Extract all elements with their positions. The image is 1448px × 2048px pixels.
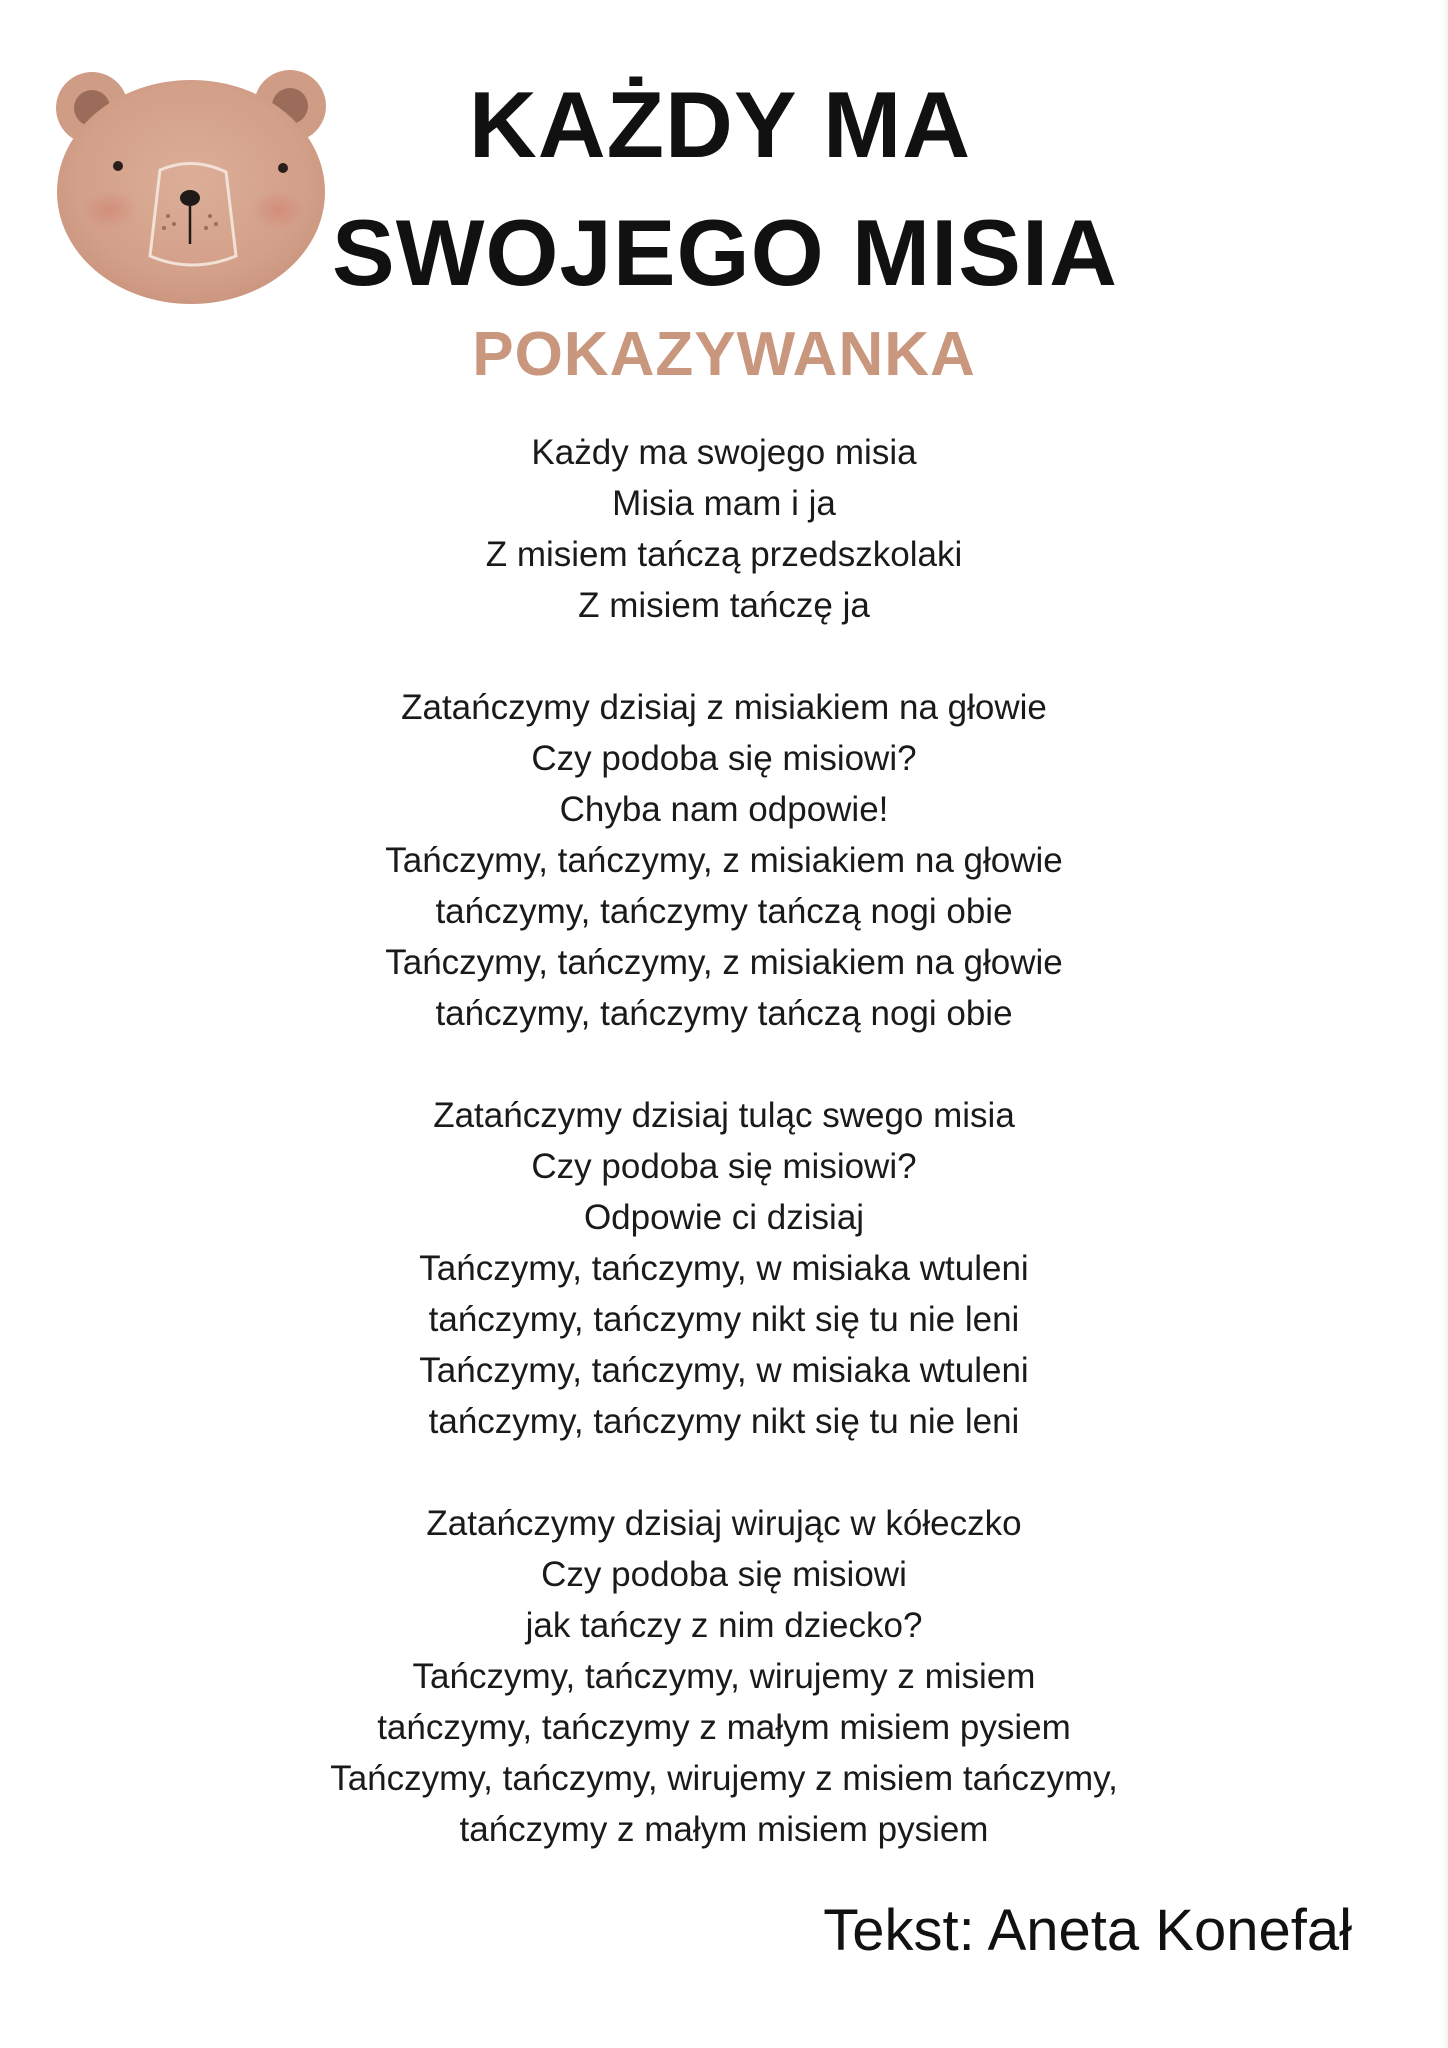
poem-line: jak tańczy z nim dziecko? bbox=[525, 1606, 923, 1645]
stanza-gap bbox=[0, 1447, 1448, 1498]
subtitle: POKAZYWANKA bbox=[472, 320, 976, 389]
stanza-2 bbox=[0, 682, 1448, 1039]
poem-line: Zatańczymy dzisiaj wirując w kółeczko bbox=[426, 1504, 1022, 1543]
poem-line: Czy podoba się misiowi? bbox=[531, 1147, 917, 1186]
poem-text bbox=[0, 427, 1448, 1855]
title-line-2: SWOJEGO MISIA bbox=[332, 200, 1118, 305]
poem-line: Misia mam i ja bbox=[612, 484, 836, 523]
poem-line: Odpowie ci dzisiaj bbox=[583, 1198, 865, 1237]
poem-line: Każdy ma swojego misia bbox=[531, 433, 917, 472]
author-credit: Tekst: Aneta Konefał bbox=[823, 1898, 1352, 1963]
stanza-gap bbox=[0, 1039, 1448, 1090]
poem-line: tańczymy, tańczymy tańczą nogi obie bbox=[435, 994, 1013, 1033]
poem-line: Tańczymy, tańczymy, z misiakiem na głowie bbox=[385, 943, 1063, 982]
poem-line: tańczymy, tańczymy nikt się tu nie leni bbox=[428, 1300, 1020, 1339]
poem-line: Z misiem tańczę ja bbox=[578, 586, 870, 625]
bear-nose bbox=[180, 190, 200, 206]
poem-line: Zatańczymy dzisiaj z misiakiem na głowie bbox=[401, 688, 1047, 727]
poem-line: Zatańczymy dzisiaj tuląc swego misia bbox=[433, 1096, 1015, 1135]
poem-line: tańczymy, tańczymy tańczą nogi obie bbox=[435, 892, 1013, 931]
poem-line: Tańczymy, tańczymy, wirujemy z misiem tańczymy, bbox=[330, 1759, 1118, 1798]
stanza-gap bbox=[0, 631, 1448, 682]
poem-line: Tańczymy, tańczymy, w misiaka wtuleni bbox=[419, 1351, 1029, 1390]
poem-line: Z misiem tańczą przedszkolaki bbox=[485, 535, 963, 574]
poem-line: Tańczymy, tańczymy, z misiakiem na głowie bbox=[385, 841, 1063, 880]
poem-line: Chyba nam odpowie! bbox=[559, 790, 889, 829]
title-line-1: KAŻDY MA bbox=[468, 72, 972, 177]
poem-line: Czy podoba się misiowi bbox=[541, 1555, 907, 1594]
stanza-4 bbox=[0, 1498, 1448, 1855]
poem-line: tańczymy, tańczymy z małym misiem pysiem bbox=[377, 1708, 1071, 1747]
poem-line: tańczymy z małym misiem pysiem bbox=[459, 1810, 989, 1849]
poem-line: tańczymy, tańczymy nikt się tu nie leni bbox=[428, 1402, 1020, 1441]
poem-line: Tańczymy, tańczymy, w misiaka wtuleni bbox=[419, 1249, 1029, 1288]
stanza-1 bbox=[0, 427, 1448, 631]
stanza-3 bbox=[0, 1090, 1448, 1447]
poem-line: Czy podoba się misiowi? bbox=[531, 739, 917, 778]
poem-line: Tańczymy, tańczymy, wirujemy z misiem bbox=[412, 1657, 1036, 1696]
